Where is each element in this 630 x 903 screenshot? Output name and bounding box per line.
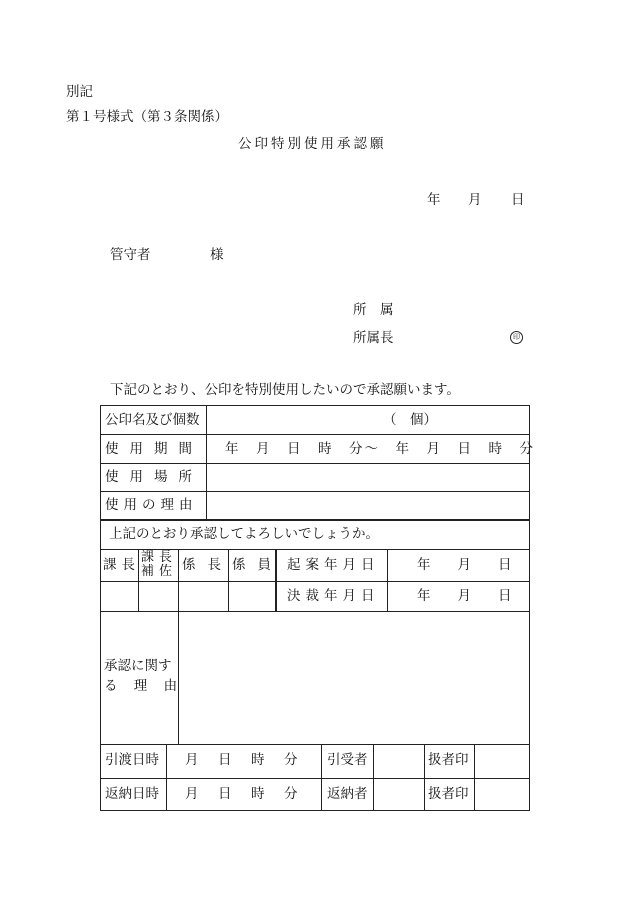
- reason-label: 使用の理由: [105, 497, 198, 513]
- approval-reason-label-line1: 承認に関す: [104, 658, 172, 674]
- decision-date-value: 年 月 日: [417, 588, 512, 604]
- period-label: 使用期間: [105, 441, 203, 457]
- approval-request-text: 上記のとおり承認してよろしいでしょうか。: [109, 526, 379, 542]
- seal-mark-icon: 印: [510, 327, 523, 344]
- date-day: 日: [511, 192, 525, 208]
- role-kakariin: 係員: [232, 557, 283, 573]
- role-kakaricho: 係長: [182, 557, 233, 573]
- seal-count-field: （ 個）: [383, 412, 437, 428]
- date-month: 月: [468, 192, 482, 208]
- draft-date-label: 起案年月日: [287, 557, 380, 573]
- applicant-dept-label: 所 属: [353, 302, 394, 318]
- draft-date-value: 年 月 日: [417, 557, 512, 573]
- decision-date-label: 決裁年月日: [287, 588, 380, 604]
- role-kacho: 課長: [103, 557, 140, 573]
- applicant-head-label: 所属長: [353, 330, 394, 346]
- handover-handler-seal-label: 扱者印: [428, 752, 469, 768]
- document-title: 公印特別使用承認願: [238, 136, 387, 152]
- approval-reason-label-line2: る 理 由: [104, 678, 184, 694]
- return-handler-seal-label: 扱者印: [428, 786, 469, 802]
- return-label: 返納日時: [105, 786, 159, 802]
- handover-datetime: 月 日 時 分: [185, 752, 301, 768]
- addressee-role: 管守者: [110, 247, 151, 263]
- role-kacho-hosa-line1: 課長: [141, 550, 178, 565]
- receiver-label: 引受者: [327, 752, 368, 768]
- annex-label: 別記: [66, 84, 93, 100]
- role-kacho-hosa-line2: 補佐: [141, 564, 178, 579]
- returner-label: 返納者: [327, 786, 368, 802]
- application-form-table: [100, 405, 535, 811]
- place-label: 使用場所: [105, 469, 203, 485]
- addressee-honorific: 様: [210, 247, 224, 263]
- period-value: 年 月 日 時 分〜 年 月 日 時 分: [225, 441, 535, 457]
- date-year: 年: [427, 192, 441, 208]
- intro-text: 下記のとおり、公印を特別使用したいので承認願います。: [110, 382, 460, 398]
- handover-label: 引渡日時: [105, 752, 159, 768]
- seal-name-label: 公印名及び個数: [105, 412, 200, 428]
- return-datetime: 月 日 時 分: [185, 786, 301, 802]
- form-number: 第１号様式（第３条関係）: [66, 109, 228, 125]
